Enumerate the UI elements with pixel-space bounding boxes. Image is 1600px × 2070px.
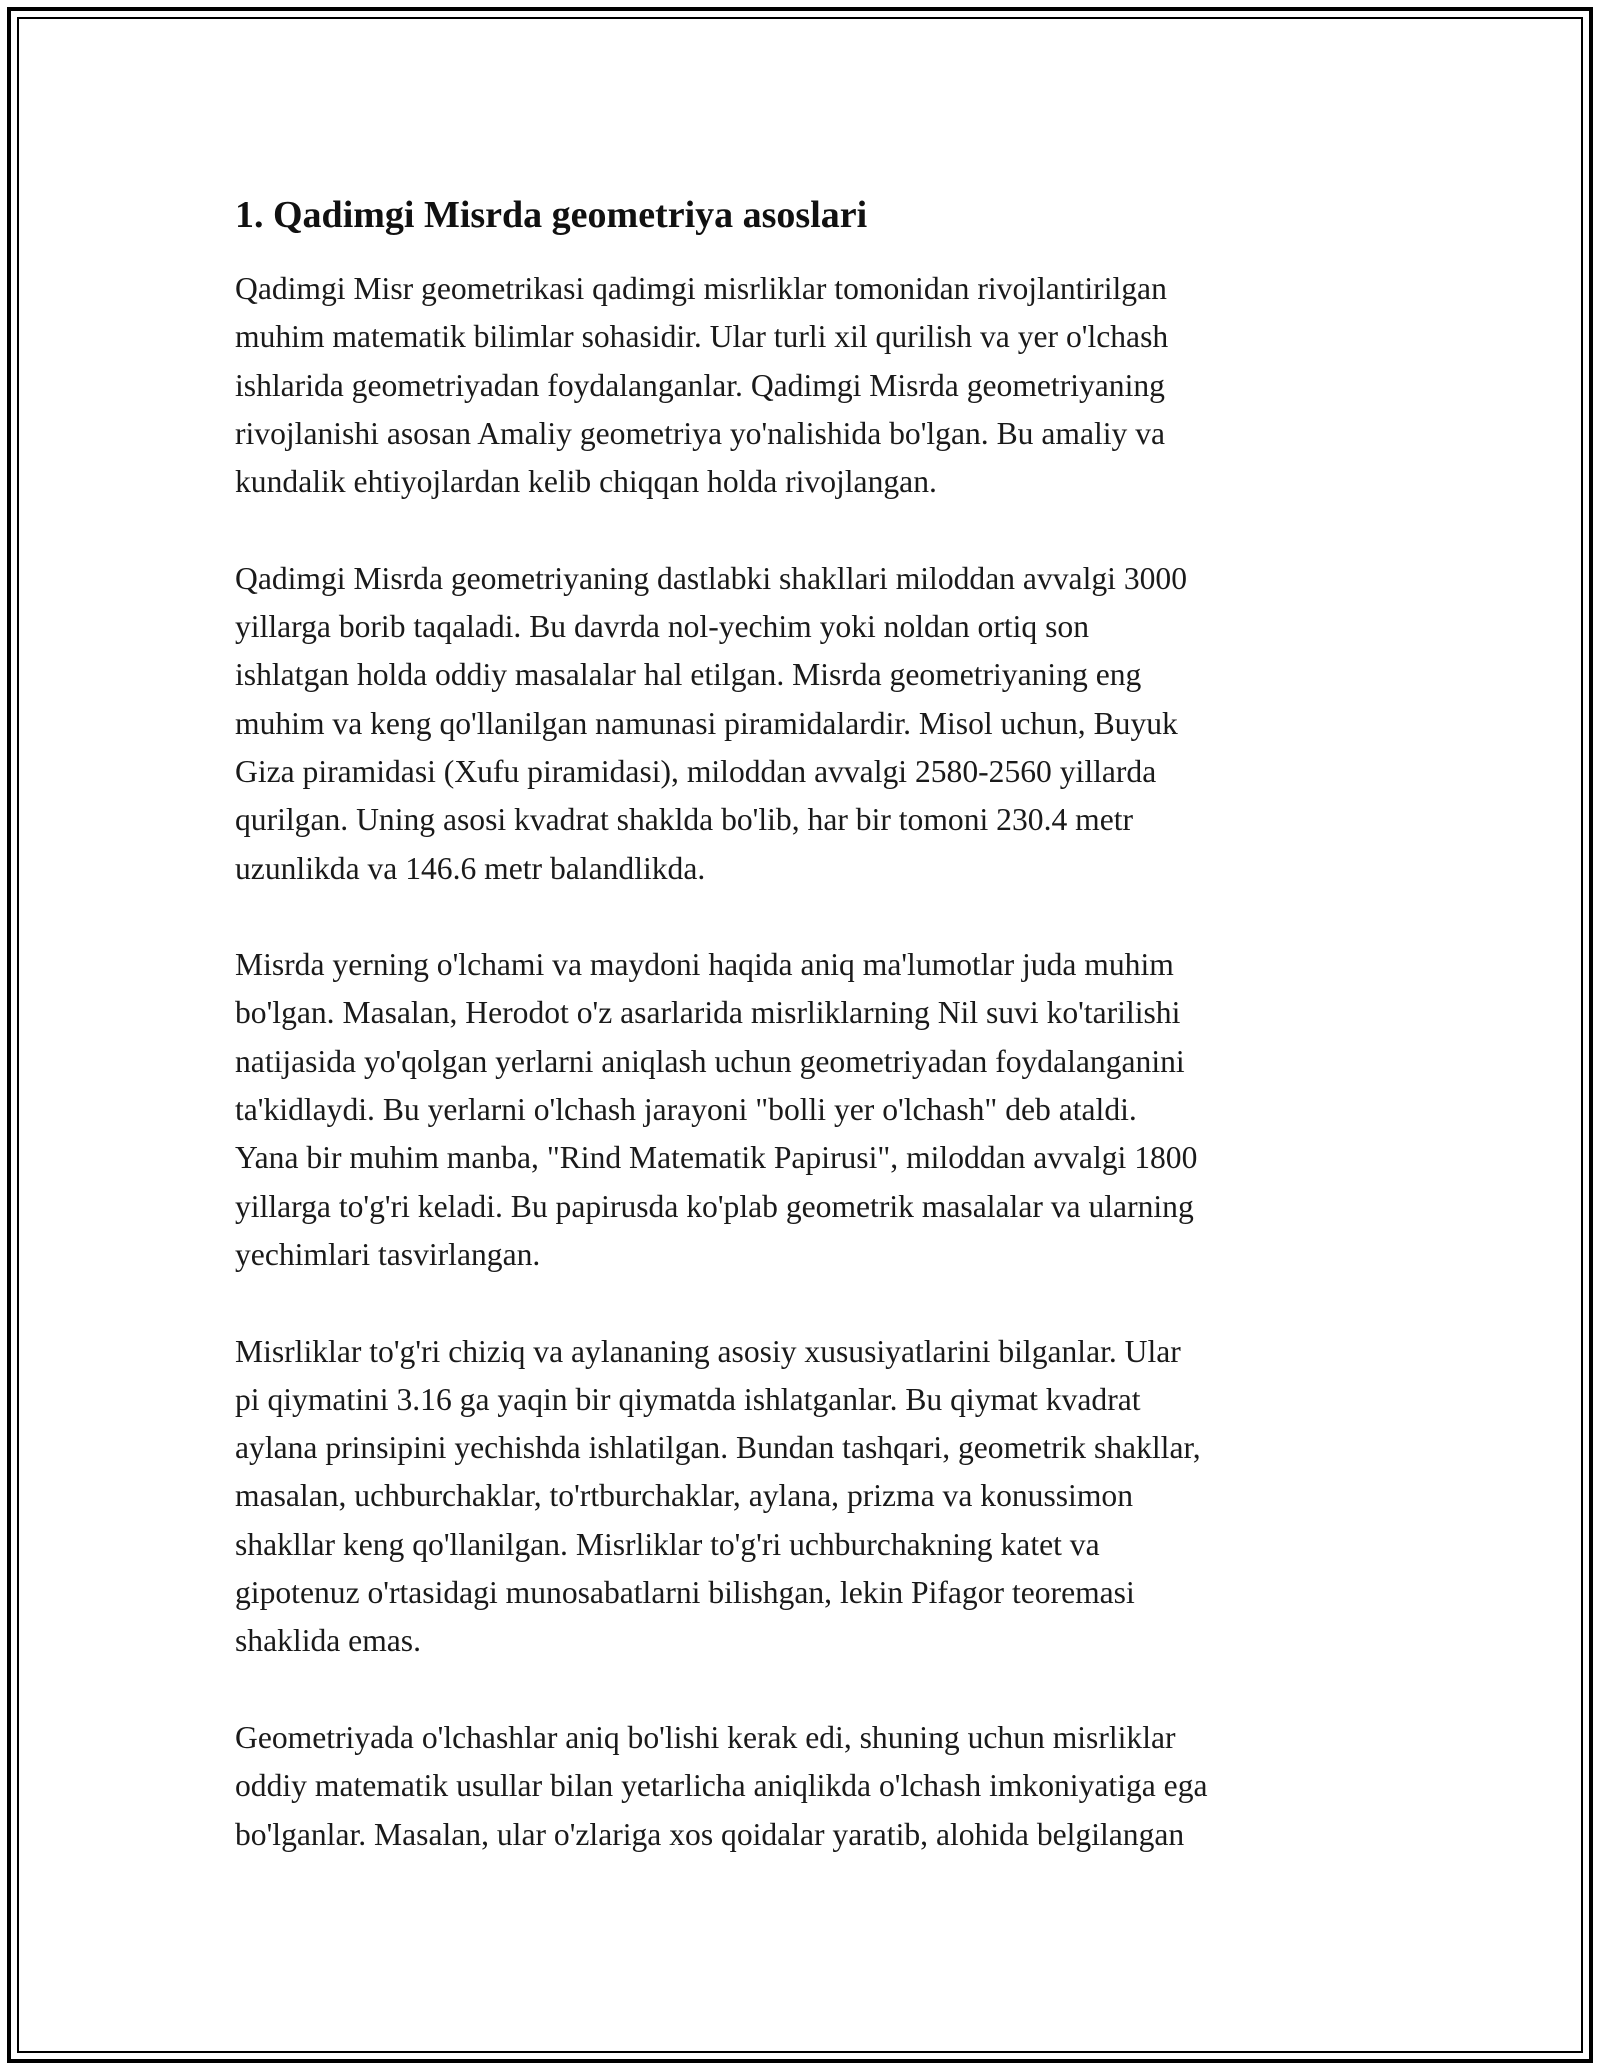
paragraph-line: ta'kidlaydi. Bu yerlarni o'lchash jarayoni "bolli yer o'lchash" deb ataldi. bbox=[235, 1092, 1137, 1128]
paragraph-5 bbox=[235, 1714, 1395, 1859]
paragraph-line: yillarga to'g'ri keladi. Bu papirusda ko'plab geometrik masalalar va ularning bbox=[235, 1188, 1194, 1224]
document-body bbox=[235, 185, 1395, 1859]
paragraph-3 bbox=[235, 941, 1395, 1279]
paragraph-line: muhim va keng qo'llanilgan namunasi piramidalardir. Misol uchun, Buyuk bbox=[235, 705, 1178, 741]
paragraph-line: ishlatgan holda oddiy masalalar hal etilgan. Misrda geometriyaning eng bbox=[235, 657, 1142, 693]
paragraph-line: Qadimgi Misrda geometriyaning dastlabki shakllari miloddan avvalgi 3000 bbox=[235, 560, 1188, 596]
paragraph-line: gipotenuz o'rtasidagi munosabatlarni bilishgan, lekin Pifagor teoremasi bbox=[235, 1575, 1135, 1611]
paragraph-spacer bbox=[235, 893, 1395, 941]
paragraph-4 bbox=[235, 1328, 1395, 1666]
paragraph-line: pi qiymatini 3.16 ga yaqin bir qiymatda ishlatganlar. Bu qiymat kvadrat bbox=[235, 1381, 1141, 1417]
paragraph-line: qurilgan. Uning asosi kvadrat shaklda bo'lib, har bir tomoni 230.4 metr bbox=[235, 802, 1134, 838]
paragraph-line: Yana bir muhim manba, "Rind Matematik Papirusi", miloddan avvalgi 1800 bbox=[235, 1140, 1198, 1176]
paragraph-line: natijasida yo'qolgan yerlarni aniqlash uchun geometriyadan foydalanganini bbox=[235, 1043, 1185, 1079]
paragraph-line: masalan, uchburchaklar, to'rtburchaklar, aylana, prizma va konussimon bbox=[235, 1478, 1133, 1514]
paragraph-spacer bbox=[235, 506, 1395, 554]
paragraph-line: Qadimgi Misr geometrikasi qadimgi misrliklar tomonidan rivojlantirilgan bbox=[235, 271, 1167, 306]
paragraph-line: Giza piramidasi (Xufu piramidasi), miloddan avvalgi 2580-2560 yillarda bbox=[235, 753, 1157, 789]
paragraph-spacer bbox=[235, 1666, 1395, 1714]
paragraph-line: yechimlari tasvirlangan. bbox=[235, 1236, 541, 1272]
paragraph-line: ishlarida geometriyadan foydalanganlar. Qadimgi Misrda geometriyaning bbox=[235, 367, 1165, 403]
paragraph-line: muhim matematik bilimlar sohasidir. Ular turli xil qurilish va yer o'lchash bbox=[235, 319, 1169, 355]
paragraph-line: shakllar keng qo'llanilgan. Misrliklar to'g'ri uchburchakning katet va bbox=[235, 1526, 1100, 1562]
section-heading: 1. Qadimgi Misrda geometriya asoslari bbox=[235, 194, 868, 236]
paragraph-line: bo'lganlar. Masalan, ular o'zlariga xos qoidalar yaratib, alohida belgilangan bbox=[235, 1816, 1185, 1852]
paragraph-line: Geometriyada o'lchashlar aniq bo'lishi kerak edi, shuning uchun misrliklar bbox=[235, 1719, 1176, 1755]
paragraph-1 bbox=[235, 265, 1395, 506]
paragraph-line: yillarga borib taqaladi. Bu davrda nol-yechim yoki noldan ortiq son bbox=[235, 609, 1090, 645]
paragraph-line: Misrliklar to'g'ri chiziq va aylananing asosiy xususiyatlarini bilganlar. Ular bbox=[235, 1333, 1181, 1369]
paragraph-spacer bbox=[235, 1279, 1395, 1327]
paragraph-line: uzunlikda va 146.6 metr balandlikda. bbox=[235, 850, 706, 886]
paragraph-2 bbox=[235, 555, 1395, 893]
paragraph-line: shaklida emas. bbox=[235, 1623, 421, 1659]
paragraph-line: oddiy matematik usullar bilan yetarlicha aniqlikda o'lchash imkoniyatiga ega bbox=[235, 1768, 1208, 1804]
paragraph-line: Misrda yerning o'lchami va maydoni haqida aniq ma'lumotlar juda muhim bbox=[235, 947, 1174, 983]
paragraph-line: rivojlanishi asosan Amaliy geometriya yo'nalishida bo'lgan. Bu amaliy va bbox=[235, 415, 1166, 451]
paragraph-line: bo'lgan. Masalan, Herodot o'z asarlarida misrliklarning Nil suvi ko'tarilishi bbox=[235, 995, 1181, 1031]
paragraph-line: aylana prinsipini yechishda ishlatilgan. Bundan tashqari, geometrik shakllar, bbox=[235, 1430, 1201, 1466]
paragraph-line: kundalik ehtiyojlardan kelib chiqqan holda rivojlangan. bbox=[235, 464, 937, 500]
